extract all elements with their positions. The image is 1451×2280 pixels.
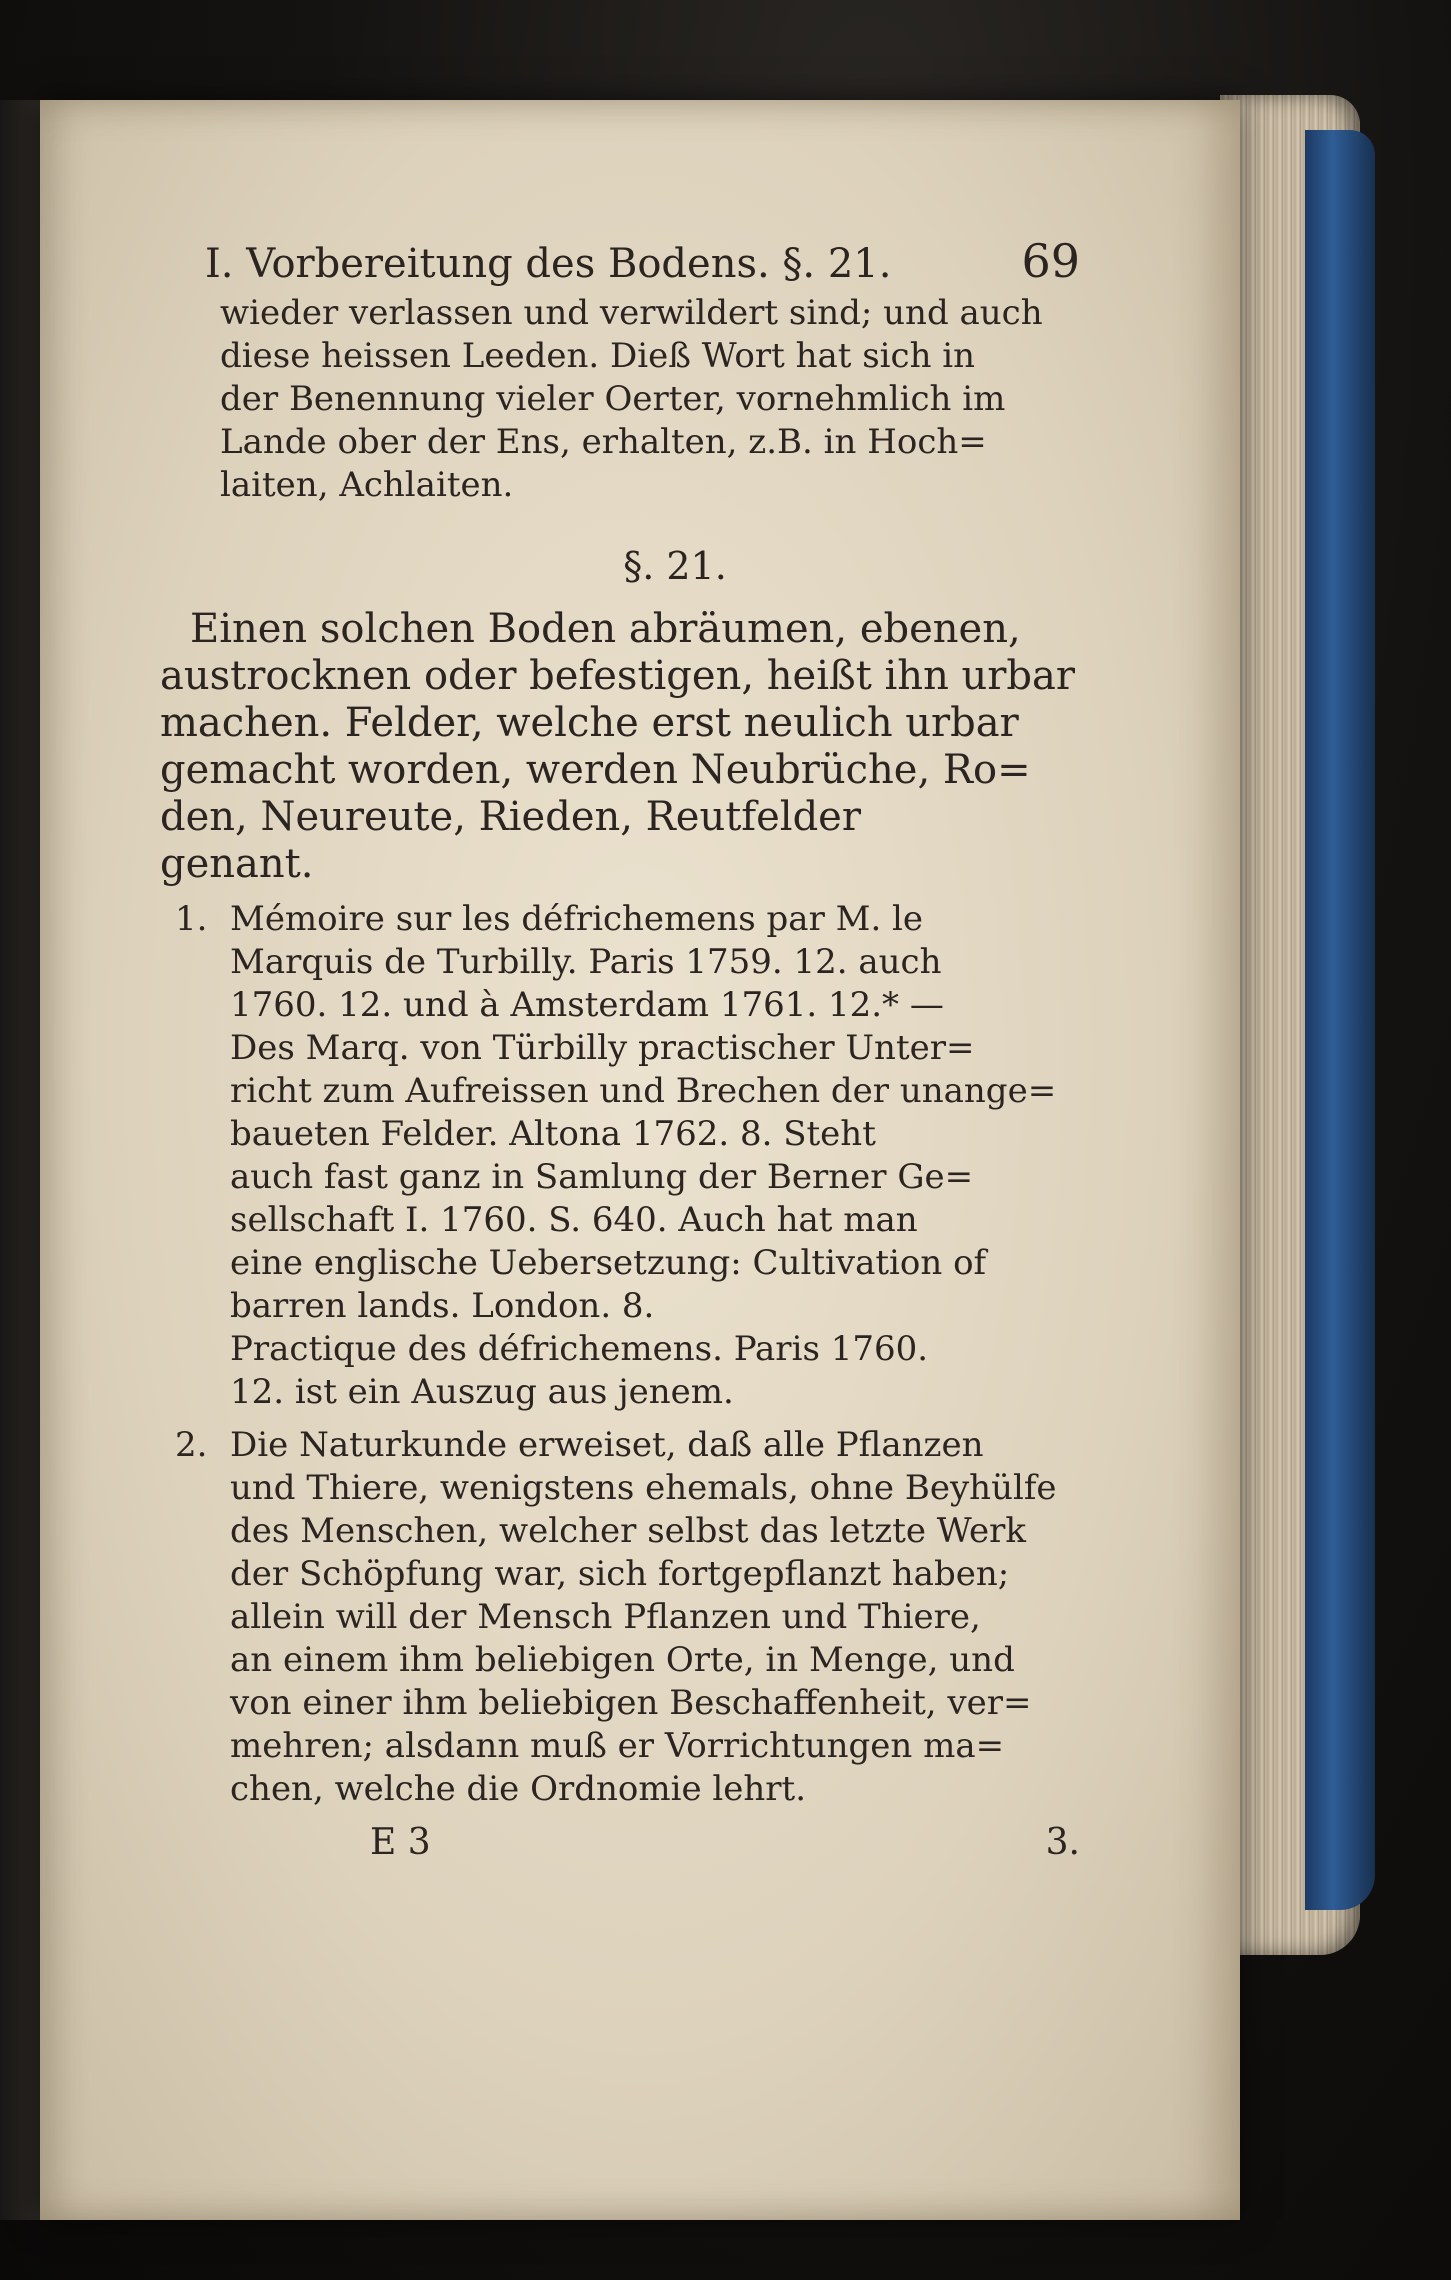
text-line: richt zum Aufreissen und Brechen der unange= [230,1071,1057,1111]
text-line: barren lands. London. 8. [230,1286,655,1326]
text-line: machen. Felder, welche erst neulich urbar [160,700,1019,746]
book-page [40,100,1240,2220]
page-number: 69 [1021,234,1080,288]
main-paragraph [160,606,1080,888]
text-line: mehren; alsdann muß er Vorrichtungen ma= [230,1726,1005,1766]
text-line: der Benennung vieler Oerter, vornehmlich im [220,379,1006,419]
section-heading: §. 21. [623,544,727,588]
footnote-number: 1. [175,899,208,939]
text-line: wieder verlassen und verwildert sind; und auch [220,293,1043,333]
footnote-1-continued [160,1328,1080,1414]
text-line: gemacht worden, werden Neubrüche, Ro= [160,747,1031,793]
text-line: Mémoire sur les défrichemens par M. le [230,899,924,939]
footnote-2 [160,1424,1080,1811]
text-line: Einen solchen Boden abräumen, ebenen, [190,606,1021,652]
text-line: 1760. 12. und à Amsterdam 1761. 12.* — [230,985,944,1025]
text-line: Practique des défrichemens. Paris 1760. [230,1329,929,1369]
footnote-body [230,1424,1080,1811]
text-line: Des Marq. von Türbilly practischer Unter= [230,1028,975,1068]
text-line: von einer ihm beliebigen Beschaffenheit, ver= [230,1683,1032,1723]
text-line: 12. ist ein Auszug aus jenem. [230,1372,734,1412]
page-text [160,234,1080,1864]
text-line: austrocknen oder befestigen, heißt ihn urbar [160,653,1075,699]
footnote-1 [160,898,1080,1328]
text-line: laiten, Achlaiten. [220,465,514,505]
footnote-body [230,898,1080,1328]
header-title: I. Vorbereitung des Bodens. §. 21. [205,241,892,287]
text-line: eine englische Uebersetzung: Cultivation of [230,1243,987,1283]
left-page-edge [0,100,40,2220]
text-line: Die Naturkunde erweiset, daß alle Pflanzen [230,1425,984,1465]
text-line: des Menschen, welcher selbst das letzte Werk [230,1511,1026,1551]
catchword: 3. [1045,1822,1080,1863]
page-footer [160,1821,1080,1864]
running-header [160,234,1080,288]
text-line: der Schöpfung war, sich fortgepflanzt haben; [230,1554,1010,1594]
signature-mark: E 3 [370,1822,431,1863]
text-line: den, Neureute, Rieden, Reutfelder [160,794,861,840]
text-line: Lande ober der Ens, erhalten, z.B. in Hoch= [220,422,987,462]
text-line: diese heissen Leeden. Dieß Wort hat sich in [220,336,976,376]
text-line: baueten Felder. Altona 1762. 8. Steht [230,1114,876,1154]
text-line: Marquis de Turbilly. Paris 1759. 12. auch [230,942,942,982]
book-cover [1305,130,1375,1910]
text-line: genant. [160,841,314,887]
text-line: auch fast ganz in Samlung der Berner Ge= [230,1157,974,1197]
text-line: sellschaft I. 1760. S. 640. Auch hat man [230,1200,918,1240]
continuation-paragraph [160,292,1080,507]
text-line: allein will der Mensch Pflanzen und Thiere, [230,1597,981,1637]
text-line: chen, welche die Ordnomie lehrt. [230,1769,807,1809]
text-line: an einem ihm beliebigen Orte, in Menge, und [230,1640,1015,1680]
footnote-number: 2. [175,1425,208,1465]
text-line: und Thiere, wenigstens ehemals, ohne Beyhülfe [230,1468,1057,1508]
